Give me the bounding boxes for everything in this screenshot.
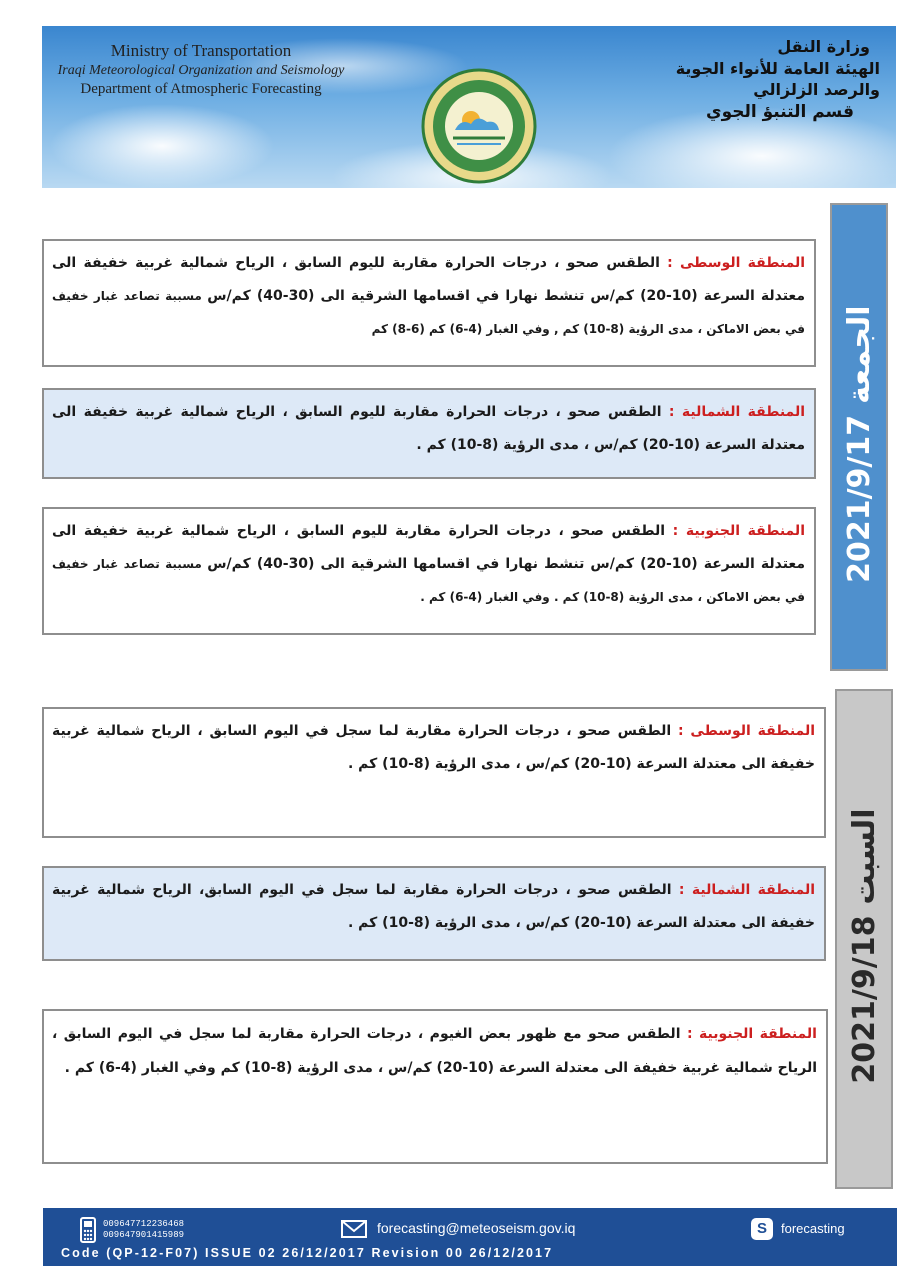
forecast-body-small: مسببة تصاعد غبار خفيف في بعض الاماكن ، مدى الرؤية (8-10) كم . وفي الغبار (4-6) كم . [52,557,805,604]
weather-organization-seal-icon [419,66,539,186]
forecast-text [52,247,805,346]
organization-name-ar: الهيئة العامة للأنواء الجوية والرصد الزلزالي [675,58,880,100]
header-banner [42,26,896,188]
forecast-box-day1-south [42,507,816,635]
forecast-text [52,874,815,940]
date-label-day-2: 2021/9/18 [846,915,882,1084]
forecast-body: الطقس صحو ، درجات الحرارة مقاربة لما سجل في اليوم السابق، الرياح شمالية غربية خفيفة الى معتدلة السرعة (10-20) كم/س ، مدى الرؤية (8-10) كم . [52,882,815,931]
weekday-label-day-2: السبت [846,808,882,905]
ministry-name-en: Ministry of Transportation [110,41,292,60]
forecast-body: الطقس صحو مع ظهور بعض الغيوم ، درجات الحرارة مقاربة لما سجل في اليوم السابق ، الرياح شمالية غربية خفيفة الى معتدلة السرعة (10-20) كم/س ، مدى الرؤية (8-10) كم وفي الغبار (4-6) كم . [52,1026,817,1076]
date-bar-day-2-text [847,795,882,1084]
phone-number-1: 009647712236468 [103,1219,185,1229]
forecast-body: الطقس صحو ، درجات الحرارة مقاربة لليوم السابق ، الرياح شمالية غربية خفيفة الى معتدلة السرعة (10-20) كم/س ، مدى الرؤية (8-10) كم . [52,404,805,453]
forecast-body: الطقس صحو ، درجات الحرارة مقاربة لليوم السابق ، الرياح شمالية غربية خفيفة الى معتدلة السرعة (10-20) كم/س تنشط نهارا في اقسامها الشرقية الى (30-40) كم/س [52,523,806,572]
ministry-name-ar: وزارة النقل [777,37,870,56]
document-code-line: Code (QP-12-F07) ISSUE 02 26/12/2017 Revision 00 26/12/2017 [61,1246,554,1260]
footer-bar [43,1208,897,1266]
forecast-box-day1-central [42,239,816,367]
skype-handle: forecasting [781,1221,845,1236]
header-english [56,40,346,100]
date-bar-day-1 [830,203,888,671]
skype-icon: S [751,1218,773,1240]
region-label: المنطقة الوسطى : [678,723,815,739]
forecast-box-day1-north [42,388,816,479]
region-label: المنطقة الوسطى : [667,255,806,271]
forecast-body: الطقس صحو ، درجات الحرارة مقاربة لليوم السابق ، الرياح شمالية غربية خفيفة الى معتدلة السرعة (10-20) كم/س تنشط نهارا في اقسامها الشرقية الى (30-40) كم/س [52,255,806,304]
phone-numbers [103,1219,184,1241]
email-address[interactable]: forecasting@meteoseism.gov.iq [377,1220,576,1236]
date-bar-day-2 [835,689,893,1189]
date-label-day-1: 2021/9/17 [841,414,877,583]
forecast-text [52,715,815,781]
date-bar-day-1-text [842,292,877,583]
organization-name-en: Iraqi Meteorological Organization and Seismology [57,63,345,79]
phone-icon [77,1217,99,1243]
department-name-en: Department of Atmospheric Forecasting [80,81,322,98]
weekday-label-day-1: الجمعة [841,305,877,404]
forecast-box-day2-south [42,1009,828,1164]
region-label: المنطقة الجنوبية : [672,523,805,539]
region-label: المنطقة الشمالية : [668,404,805,420]
department-name-ar: قسم التنبؤ الجوي [706,101,854,122]
region-label: المنطقة الشمالية : [678,882,815,898]
forecast-text [52,515,805,614]
forecast-text [52,1017,817,1085]
forecast-body: الطقس صحو ، درجات الحرارة مقاربة لما سجل في اليوم السابق ، الرياح شمالية غربية خفيفة الى معتدلة السرعة (10-20) كم/س ، مدى الرؤية (8-10) كم . [52,723,815,772]
region-label: المنطقة الجنوبية : [686,1026,817,1042]
forecast-box-day2-central [42,707,826,838]
phone-number-2: 009647901415989 [103,1230,185,1240]
forecast-body-small: مسببة تصاعد غبار خفيف في بعض الاماكن ، مدى الرؤية (8-10) كم , وفي الغبار (4-6) كم (6-8) كم [52,289,805,336]
envelope-icon [341,1220,367,1238]
forecast-box-day2-north [42,866,826,961]
forecast-text [52,396,805,462]
header-arabic [620,36,880,124]
